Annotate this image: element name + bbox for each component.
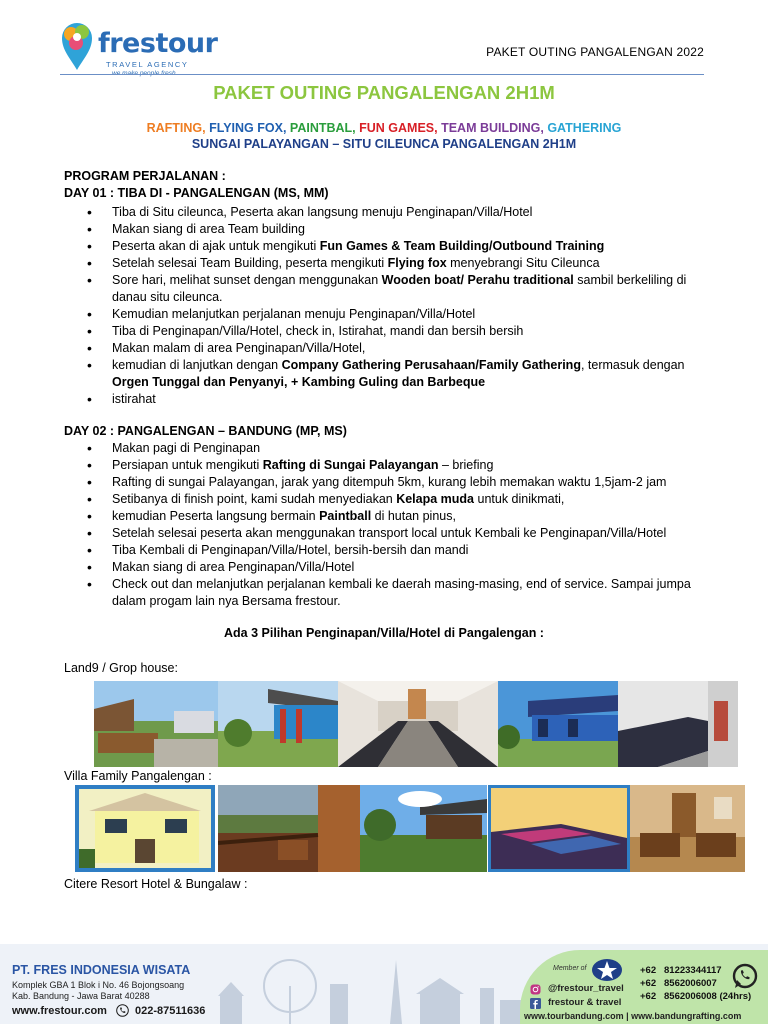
- activity-label: PAINTBAL,: [289, 121, 360, 135]
- itinerary-item: [87, 457, 697, 474]
- itinerary-item: [87, 323, 697, 340]
- mobile-number-row[interactable]: +62 81223344117: [640, 965, 722, 976]
- land9-photo-5: [618, 681, 738, 767]
- itinerary-text: Tiba di Penginapan/Villa/Hotel, check in, Istirahat, mandi dan bersih bersih: [112, 324, 524, 338]
- itinerary-text: Setibanya di finish point, kami sudah menyediakan: [112, 492, 397, 506]
- land9-photo-3: [338, 681, 498, 767]
- itinerary-text: kemudian Peserta langsung bermain: [112, 509, 320, 523]
- phone-icon: [116, 1004, 129, 1017]
- itinerary-text: Persiapan untuk mengikuti: [112, 458, 263, 472]
- footer-website-link[interactable]: www.frestour.com: [12, 1005, 107, 1017]
- activity-label: TEAM BUILDING,: [441, 121, 548, 135]
- activity-label: FLYING FOX,: [209, 121, 290, 135]
- itinerary-text: Sore hari, melihat sunset dengan menggunakan: [112, 273, 382, 287]
- logo-pin-icon: [60, 20, 94, 72]
- facebook-icon: [530, 998, 541, 1009]
- itinerary-item: [87, 576, 697, 610]
- asita-member-logo-icon: [590, 957, 624, 983]
- day1-itinerary-list: [87, 204, 697, 408]
- activity-label: GATHERING: [547, 121, 622, 135]
- villa-photo-1: [75, 785, 215, 872]
- program-label: PROGRAM PERJALANAN :: [64, 169, 226, 183]
- footer-phone-number[interactable]: 022-87511636: [135, 1005, 206, 1017]
- itinerary-highlight: Fun Games & Team Building/Outbound Training: [319, 239, 605, 253]
- bandung-skyline-illustration: [210, 944, 540, 1024]
- logo-subtitle: TRAVEL AGENCY: [106, 60, 189, 69]
- citere-label: Citere Resort Hotel & Bungalaw :: [64, 877, 248, 891]
- activities-line: [0, 121, 768, 135]
- itinerary-item: [87, 440, 697, 457]
- itinerary-text: , termasuk dengan: [580, 358, 685, 372]
- land9-label: Land9 / Grop house:: [64, 661, 178, 675]
- instagram-icon: [530, 984, 541, 995]
- mobile-number-row[interactable]: +62 8562006008 (24hrs): [640, 991, 752, 1002]
- itinerary-item: [87, 255, 697, 272]
- land9-photo-1: [94, 681, 218, 767]
- footer-address-line1: Komplek GBA 1 Blok i No. 46 Bojongsoang: [12, 980, 185, 990]
- villa-photo-3: [360, 785, 487, 872]
- facebook-page[interactable]: frestour & travel: [548, 997, 622, 1008]
- itinerary-item: [87, 391, 697, 408]
- page-title: PAKET OUTING PANGALENGAN 2H1M: [213, 82, 555, 103]
- itinerary-item: [87, 491, 697, 508]
- itinerary-highlight: Orgen Tunggal dan Penyanyi, + Kambing Guling dan Barbeque: [112, 375, 486, 389]
- itinerary-item: [87, 508, 697, 525]
- itinerary-highlight: Paintball: [319, 509, 372, 523]
- itinerary-item: [87, 525, 697, 542]
- itinerary-text: Setelah selesai peserta akan menggunakan transport local untuk Kembali ke Penginapan/Villa/Hotel: [112, 526, 667, 540]
- footer-websites[interactable]: www.tourbandung.com | www.bandungrafting.com: [524, 1011, 742, 1021]
- itinerary-item: [87, 340, 697, 357]
- itinerary-highlight: Kelapa muda: [396, 492, 475, 506]
- day2-title: DAY 02 : PANGALENGAN – BANDUNG (MP, MS): [64, 424, 347, 438]
- itinerary-item: [87, 357, 697, 391]
- route-subtitle: SUNGAI PALAYANGAN – SITU CILEUNCA PANGALENGAN 2H1M: [191, 137, 577, 151]
- day1-title: DAY 01 : TIBA DI - PANGALENGAN (MS, MM): [64, 186, 329, 200]
- header-title: PAKET OUTING PANGALENGAN 2022: [486, 45, 704, 59]
- itinerary-text: Check out dan melanjutkan perjalanan kembali ke daerah masing-masing, end of service. Sampai jumpa dalam progam lain nya Bersama frestour.: [112, 577, 691, 608]
- itinerary-text: Makan siang di area Penginapan/Villa/Hotel: [112, 560, 355, 574]
- itinerary-text: Tiba Kembali di Penginapan/Villa/Hotel, bersih-bersih dan mandi: [112, 543, 469, 557]
- accommodation-choices-heading: Ada 3 Pilihan Penginapan/Villa/Hotel di Pangalengan :: [224, 626, 544, 640]
- footer-company-name: PT. FRES INDONESIA WISATA: [12, 963, 191, 977]
- itinerary-highlight: Company Gathering Perusahaan/Family Gathering: [281, 358, 581, 372]
- itinerary-item: [87, 204, 697, 221]
- land9-photo-2: [218, 681, 338, 767]
- logo-name: frestour: [98, 28, 218, 59]
- logo-tagline: we make people fresh: [112, 70, 176, 77]
- itinerary-item: [87, 474, 697, 491]
- itinerary-text: istirahat: [112, 392, 156, 406]
- itinerary-text: Setelah selesai Team Building, peserta mengikuti: [112, 256, 388, 270]
- villa-label: Villa Family Pangalengan :: [64, 769, 212, 783]
- itinerary-text: untuk dinikmati,: [474, 492, 565, 506]
- itinerary-item: [87, 306, 697, 323]
- mobile-number-row[interactable]: +62 8562006007: [640, 978, 717, 989]
- land9-photo-4: [498, 681, 618, 767]
- itinerary-item: [87, 238, 697, 255]
- activity-label: RAFTING,: [146, 121, 210, 135]
- itinerary-text: Makan pagi di Penginapan: [112, 441, 261, 455]
- itinerary-highlight: Rafting di Sungai Palayangan: [262, 458, 439, 472]
- activity-label: FUN GAMES,: [359, 121, 442, 135]
- itinerary-highlight: Flying fox: [387, 256, 447, 270]
- itinerary-item: [87, 221, 697, 238]
- itinerary-text: di hutan pinus,: [371, 509, 456, 523]
- itinerary-text: – briefing: [438, 458, 494, 472]
- day2-itinerary-list: [87, 440, 697, 610]
- itinerary-text: Peserta akan di ajak untuk mengikuti: [112, 239, 320, 253]
- itinerary-text: Tiba di Situ cileunca, Peserta akan langsung menuju Penginapan/Villa/Hotel: [112, 205, 533, 219]
- itinerary-item: [87, 559, 697, 576]
- villa-photo-2: [218, 785, 360, 872]
- villa-photo-4: [488, 785, 630, 872]
- itinerary-text: Makan malam di area Penginapan/Villa/Hotel,: [112, 341, 366, 355]
- frestour-logo: [60, 18, 218, 78]
- itinerary-text: Rafting di sungai Palayangan, jarak yang ditempuh 5km, kurang lebih memakan waktu 1,5jam-2 jam: [112, 475, 667, 489]
- itinerary-text: sambil berkeliling di danau situ cileunca.: [112, 273, 687, 304]
- header-divider: [60, 74, 704, 75]
- footer-address-line2: Kab. Bandung - Jawa Barat 40288: [12, 991, 150, 1001]
- whatsapp-icon: [731, 962, 759, 990]
- itinerary-text: kemudian di lanjutkan dengan: [112, 358, 282, 372]
- member-of-label: Member of: [553, 965, 587, 972]
- itinerary-highlight: Wooden boat/ Perahu traditional: [381, 273, 574, 287]
- villa-photo-5: [630, 785, 745, 872]
- itinerary-text: menyebrangi Situ Cileunca: [446, 256, 600, 270]
- itinerary-text: Makan siang di area Team building: [112, 222, 305, 236]
- itinerary-item: [87, 542, 697, 559]
- instagram-handle[interactable]: @frestour_travel: [548, 983, 624, 994]
- itinerary-item: [87, 272, 697, 306]
- itinerary-text: Kemudian melanjutkan perjalanan menuju Penginapan/Villa/Hotel: [112, 307, 476, 321]
